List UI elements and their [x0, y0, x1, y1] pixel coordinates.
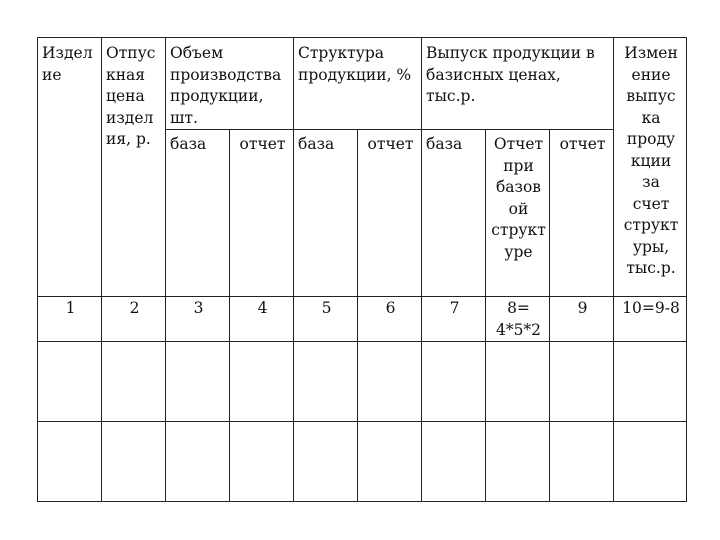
table-cell	[38, 422, 102, 502]
header-output: Выпуск продукции в базисных ценах, тыс.р.	[422, 38, 614, 130]
header-product: Издел ие	[38, 38, 102, 297]
table-cell	[614, 342, 687, 422]
table-row	[38, 342, 687, 422]
column-number: 1	[38, 297, 102, 342]
column-number: 8= 4*5*2	[486, 297, 550, 342]
column-number: 5	[294, 297, 358, 342]
header-output-base: база	[422, 130, 486, 297]
table-cell	[422, 422, 486, 502]
header-output-report-base-structure: Отчет при базов ой структ уре	[486, 130, 550, 297]
table-cell	[102, 342, 166, 422]
column-number: 9	[550, 297, 614, 342]
table-cell	[550, 422, 614, 502]
column-number: 4	[230, 297, 294, 342]
table-cell	[422, 342, 486, 422]
header-structure-report: отчет	[358, 130, 422, 297]
column-number: 2	[102, 297, 166, 342]
table-cell	[358, 422, 422, 502]
header-volume: Объем производства продукции, шт.	[166, 38, 294, 130]
table-cell	[358, 342, 422, 422]
table-cell	[550, 342, 614, 422]
table-cell	[166, 342, 230, 422]
table-cell	[230, 422, 294, 502]
header-price: Отпус кная цена издел ия, р.	[102, 38, 166, 297]
header-row-top	[38, 38, 687, 130]
table-cell	[614, 422, 687, 502]
header-change: Измен ение выпус ка проду кции за счет структ уры, тыс.р.	[614, 38, 687, 297]
table-cell	[486, 422, 550, 502]
header-structure-base: база	[294, 130, 358, 297]
column-number-row	[38, 297, 687, 342]
header-volume-base: база	[166, 130, 230, 297]
header-output-report: отчет	[550, 130, 614, 297]
table-cell	[38, 342, 102, 422]
column-number: 3	[166, 297, 230, 342]
table-cell	[166, 422, 230, 502]
table-cell	[294, 342, 358, 422]
header-volume-report: отчет	[230, 130, 294, 297]
column-number: 7	[422, 297, 486, 342]
column-number: 6	[358, 297, 422, 342]
column-number: 10=9-8	[614, 297, 687, 342]
product-structure-table	[37, 37, 687, 502]
table-cell	[230, 342, 294, 422]
table-cell	[102, 422, 166, 502]
table-cell	[294, 422, 358, 502]
table-cell	[486, 342, 550, 422]
header-structure: Структура продукции, %	[294, 38, 422, 130]
table-row	[38, 422, 687, 502]
